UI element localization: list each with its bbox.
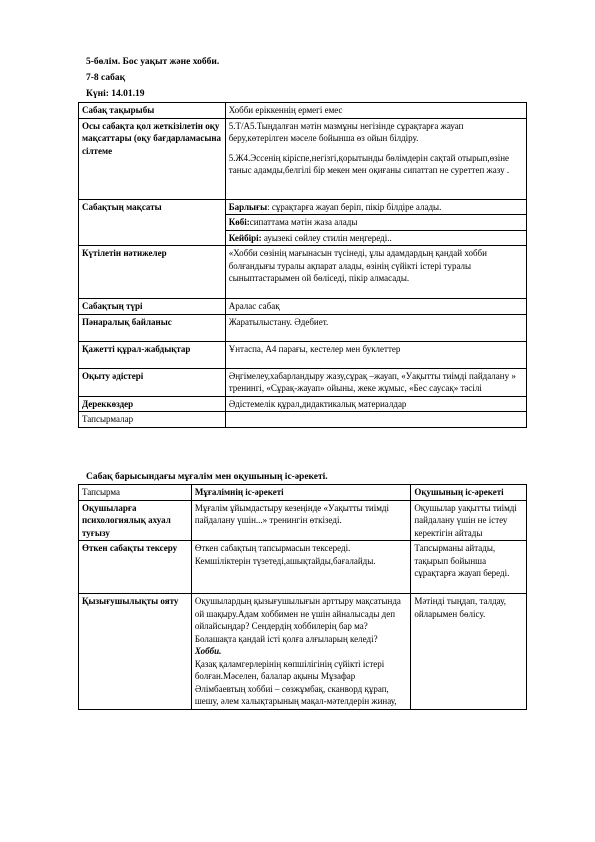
interdisc-row [79, 314, 527, 341]
review-teacher-p1: Өткен сабақтың тапсырмасын тексереді. [194, 543, 351, 553]
equipment-row [79, 341, 527, 368]
interdisc-label: Пәнаралық байланыс [79, 314, 226, 341]
methods-label: Оқыту әдістері [79, 368, 226, 396]
review-teacher-p2: Кемшіліктерін түзетеді,ашықтайды,бағалайды. [194, 555, 376, 566]
topic-value: Хобби еріккеннің ермегі емес [225, 103, 526, 119]
psych-student: Оқушылар уақытты тиімді пайдалану үшін не істеу керектігін айтады [411, 500, 527, 541]
topic-row [79, 103, 527, 119]
col-student-header: Оқушының іс-әрекеті [411, 485, 527, 501]
methods-row [79, 368, 527, 396]
section-title: 5-бөлім. Бос уақыт және хобби. [86, 57, 220, 67]
col-teacher-header: Мұғалімнің іс-әрекеті [191, 485, 410, 501]
psych-task: Оқушыларға психологиялық ахуал туғызу [79, 500, 192, 541]
goals-row-all [79, 199, 527, 215]
topic-label: Сабақ тақырыбы [79, 103, 226, 119]
goals-most-label: Көбі: [228, 217, 250, 227]
goals-some [225, 230, 526, 246]
equipment-value: Ұнтаспа, А4 парағы, кестелер мен буклеттер [225, 341, 526, 368]
lesson-number: 7-8 сабақ [86, 73, 126, 83]
lesson-flow-table [78, 484, 527, 710]
flow-row-psych [79, 500, 527, 541]
tasks-value [225, 412, 526, 428]
flow-title: Сабақ барысындағы мұғалім мен оқушының іс-әрекеті. [86, 472, 328, 482]
tasks-label: Тапсырмалар [79, 412, 226, 428]
goals-all-label: Барлығы [228, 201, 268, 212]
psych-teacher: Мұғалім ұйымдастыру кезеңінде «Уақытты тиімді пайдалану үшін...» тренингін өткізеді. [191, 500, 410, 541]
interest-student: Мәтінді тыңдап, талдау, ойларымен бөлісу. [411, 594, 527, 710]
flow-header-row [79, 485, 527, 501]
interest-teacher-p2: Қазақ қаламгерлерінің көпшілігінің сүйікті істері болған.Мәселен, балалар ақыны Мұзафар Әлімбаевтың хоббиі – сөзжұмбақ, сканворд құрап, шешу, әлем халықтарының мақал-мәтелдерін жинау, [194, 658, 397, 706]
review-task: Өткен сабақты тексеру [79, 541, 192, 594]
resources-label: Дереккөздер [79, 396, 226, 412]
resources-value: Әдістемелік құрал,дидактикалық материалдар [225, 396, 526, 412]
tasks-row [79, 412, 527, 428]
interdisc-value: Жаратылыстану. Әдебиет. [225, 314, 526, 341]
results-label: Күтілетін нәтижелер [79, 246, 226, 299]
lesson-plan-table [78, 102, 527, 428]
flow-row-review [79, 541, 527, 594]
col-task-header: Тапсырма [79, 485, 192, 501]
objective-writing: 5.Ж4.Эссенің кіріспе,негізгі,қорытынды бөлімдерін сақтай отырып,өзіне таныс адамды,белгілі бір мекен мен оқиғаны сипаттап не суреттеп жазу . [228, 152, 510, 175]
lesson-date: Күні: 14.01.19 [86, 89, 145, 99]
goals-all [225, 199, 526, 215]
type-label: Сабақтың түрі [79, 299, 226, 315]
results-row [79, 246, 527, 299]
review-student: Тапсырманы айтады, тақырып бойынша сұрақтарға жауап береді. [411, 541, 527, 594]
type-value: Аралас сабақ [225, 299, 526, 315]
flow-row-interest [79, 594, 527, 710]
interest-teacher-hobbi: Хобби. [194, 646, 222, 656]
equipment-label: Қажетті құрал-жабдықтар [79, 341, 226, 368]
review-teacher [191, 541, 410, 594]
interest-teacher-p1: Оқушылардың қызығушылығын арттыру мақсатында ой шақыру.Адам хоббимен не үшін айналысады деп ойлайсыңдар? Сендердің хоббилерің бар ма? Болашақта қандай істі қолға алғыларың келеді? [194, 596, 401, 644]
goals-label: Сабақтың мақсаты [79, 199, 226, 246]
goals-all-text: : сұрақтарға жауап беріп, пікір білдіре алады. [267, 201, 442, 212]
goals-most [225, 215, 526, 231]
objectives-label: Осы сабақта қол жеткізілетін оқу мақсаттары (оқу бағдарламасына сілтеме [79, 118, 226, 199]
goals-some-text: ауызекі сөйлеу стилін меңгереді.. [261, 232, 392, 243]
goals-most-text: сипаттама мәтін жаза алады [249, 217, 358, 227]
objective-listening: 5.Т/А5.Тыңдалған мәтін мазмұны негізінде сұрақтарға жауап беру,көтерілген мәселе бойынша өз ойын білдіру. [228, 120, 464, 143]
resources-row [79, 396, 527, 412]
results-value: «Хобби сөзінің мағынасын түсінеді, ұлы адамдардың қандай хобби болғандығы туралы ақпарат алады, өзінің сүйікті істері туралы сыныптастарымен ой бөліседі, пікір алмасады. [225, 246, 526, 299]
objectives-row [79, 118, 527, 199]
type-row [79, 299, 527, 315]
methods-value: Әңгімелеу,хабарландыру жазу,сұрақ –жауап, «Уақытты тиімді пайдалану » тренингі, «Сұрақ-жауап» ойыны, жеке жұмыс, «Бес саусақ» тәсілі [225, 368, 526, 396]
interest-task: Қызығушылықты ояту [79, 594, 192, 710]
goals-some-label: Кейбірі: [228, 232, 262, 243]
interest-teacher [191, 594, 410, 710]
objectives-cell [225, 118, 526, 199]
